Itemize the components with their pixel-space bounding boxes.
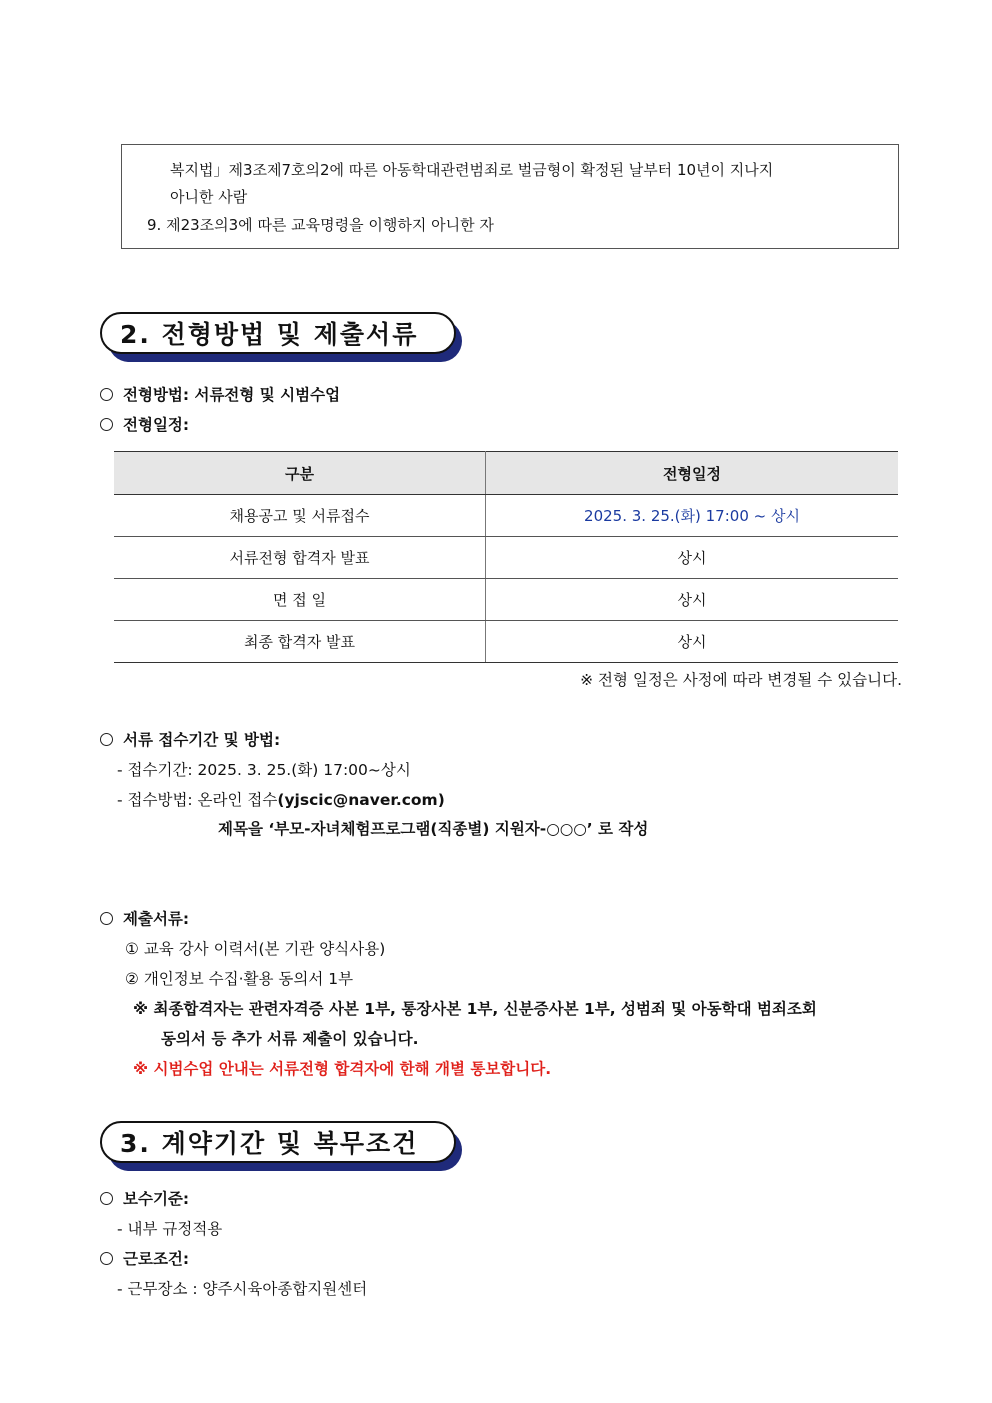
- receipt-text: 서류 접수기간 및 방법:: [123, 731, 281, 749]
- table-header: 전형일정: [486, 452, 899, 495]
- demo-note: ※ 시범수업 안내는 서류전형 합격자에 한해 개별 통보합니다.: [133, 1060, 552, 1078]
- table-row: [114, 537, 898, 579]
- work-text: 근로조건:: [123, 1250, 190, 1268]
- table-row: [114, 621, 898, 663]
- receipt-email: (yjscic@naver.com): [277, 791, 445, 809]
- pay-value: - 내부 규정적용: [117, 1220, 223, 1238]
- table-header-row: [114, 452, 898, 495]
- qualification-line-3: 9. 제23조의3에 따른 교육명령을 이행하지 아니한 자: [147, 216, 494, 234]
- table-cell: 면 접 일: [114, 579, 486, 621]
- section-3-title-text: 3. 계약기간 및 복무조건: [100, 1121, 456, 1163]
- doc-item-1: ① 교육 강사 이력서(본 기관 양식사용): [125, 940, 386, 958]
- table-header: 구분: [114, 452, 486, 495]
- schedule-note: ※ 전형 일정은 사정에 따라 변경될 수 있습니다.: [580, 671, 902, 689]
- table-cell: 상시: [486, 621, 899, 663]
- docs-line: [100, 907, 189, 929]
- table-cell: 상시: [486, 537, 899, 579]
- schedule-table: [114, 451, 898, 663]
- table-cell: 최종 합격자 발표: [114, 621, 486, 663]
- table-row: [114, 495, 898, 537]
- schedule-line: [100, 413, 189, 435]
- circle-bullet-icon: [100, 388, 113, 401]
- section-2-title: [100, 312, 470, 356]
- docs-text: 제출서류:: [123, 910, 190, 928]
- circle-bullet-icon: [100, 733, 113, 746]
- qualification-line-2: 아니한 사람: [170, 188, 248, 206]
- doc-item-2: ② 개인정보 수집·활용 동의서 1부: [125, 970, 354, 988]
- table-cell: 상시: [486, 579, 899, 621]
- pay-text: 보수기준:: [123, 1190, 190, 1208]
- receipt-period: - 접수기간: 2025. 3. 25.(화) 17:00~상시: [117, 761, 411, 779]
- final-note-line-2: 동의서 등 추가 서류 제출이 있습니다.: [161, 1030, 419, 1048]
- work-place: - 근무장소 : 양주시육아종합지원센터: [117, 1280, 368, 1298]
- table-row: [114, 579, 898, 621]
- circle-bullet-icon: [100, 1192, 113, 1205]
- work-line: [100, 1247, 189, 1269]
- section-3-title: [100, 1121, 470, 1165]
- section-2-title-text: 2. 전형방법 및 제출서류: [100, 312, 456, 354]
- receipt-method: [117, 788, 445, 810]
- circle-bullet-icon: [100, 1252, 113, 1265]
- schedule-text: 전형일정:: [123, 416, 190, 434]
- receipt-line: [100, 728, 280, 750]
- circle-bullet-icon: [100, 418, 113, 431]
- qualification-box: [121, 144, 899, 249]
- pay-line: [100, 1187, 189, 1209]
- circle-bullet-icon: [100, 912, 113, 925]
- method-text: 전형방법: 서류전형 및 시범수업: [123, 386, 341, 404]
- table-cell: 2025. 3. 25.(화) 17:00 ~ 상시: [486, 495, 899, 537]
- receipt-subject: 제목을 ‘부모-자녀체험프로그램(직종별) 지원자-○○○’ 로 작성: [218, 820, 649, 838]
- table-cell: 서류전형 합격자 발표: [114, 537, 486, 579]
- qualification-line-1: 복지법」제3조제7호의2에 따른 아동학대관련범죄로 벌금형이 확정된 날부터 10년이 지나지: [170, 161, 774, 179]
- final-note-line-1: ※ 최종합격자는 관련자격증 사본 1부, 통장사본 1부, 신분증사본 1부, 성범죄 및 아동학대 범죄조회: [133, 1000, 817, 1018]
- table-cell: 채용공고 및 서류접수: [114, 495, 486, 537]
- receipt-method-text: - 접수방법: 온라인 접수: [117, 791, 278, 809]
- method-line: [100, 383, 340, 405]
